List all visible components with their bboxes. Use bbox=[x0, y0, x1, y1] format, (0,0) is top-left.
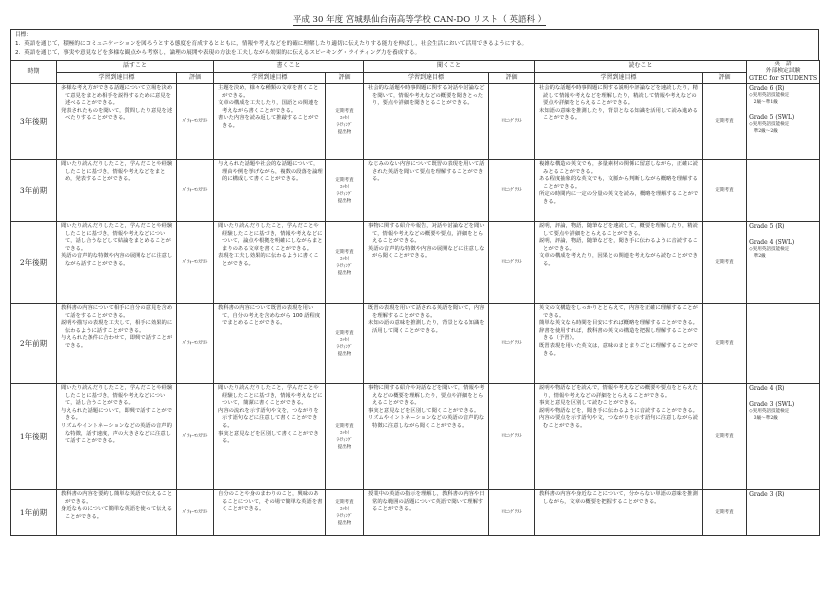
write-goal bbox=[214, 160, 326, 222]
read-item: 辞書を使用すれば，教科書の英文の構造を把握し理解することができる（予習）。 bbox=[539, 327, 698, 342]
term: 3年後期 bbox=[11, 84, 57, 160]
read-item: 事実と意見を区別して読むことができる。 bbox=[539, 400, 640, 407]
exam-note: ◇実用英語技能検定 2級～準1級 bbox=[749, 93, 790, 105]
read-item: 説明，評論，物語，随筆などを，聞き手に伝わるように音読することができる。 bbox=[539, 238, 698, 252]
write-item: 事実と意見などを区別して書くことができる。 bbox=[218, 430, 319, 445]
goals-label: 目標： bbox=[15, 32, 32, 38]
speak-item: 多様な考え方ができる話題について立場を決めて意見をまとめ相手を説得するために意見を述べることができる。 bbox=[61, 85, 173, 107]
read-item: 所定の時間内に一定の分量の英文を読み，概略を理解することができる。 bbox=[539, 191, 699, 205]
table-row bbox=[11, 304, 820, 384]
speak-eval: ﾊﾟﾌｫｰﾏﾝｽﾃｽﾄ bbox=[177, 384, 214, 490]
header-eval: 評価 bbox=[489, 72, 535, 84]
read-eval: 定期考査 bbox=[703, 222, 747, 304]
cando-table bbox=[10, 60, 820, 536]
header-eval: 評価 bbox=[177, 72, 214, 84]
table-row bbox=[11, 490, 820, 536]
read-goal bbox=[535, 490, 703, 536]
speak-item: 聞いたり読んだりしたこと，学んだことや経験したことに基づき，情報や考えなどについて，話し合うなどして結論をまとめることができる。 bbox=[61, 223, 173, 252]
write-item: 表現を工夫し効果的に伝わるように書くことができる。 bbox=[218, 253, 319, 267]
header-listen: 聞くこと bbox=[364, 61, 535, 73]
write-goal bbox=[214, 84, 326, 160]
header-goal: 学習到達目標 bbox=[57, 72, 177, 84]
listen-item: 未知の語の意味を推測したり，背景となる知識を活用して聞くことができる。 bbox=[368, 320, 485, 334]
speak-item: 与えられた話題について，即興で話すことができる。 bbox=[61, 407, 173, 422]
header-read: 読むこと bbox=[535, 61, 747, 73]
title-text: 平成 30 年度 宮城県仙台南高等学校 CAN-DO リスト（ 英語科 ） bbox=[292, 15, 547, 25]
table-row bbox=[11, 384, 820, 490]
exam-note: ◇実用英語技能検定 準2級 bbox=[749, 247, 790, 259]
header-exam bbox=[747, 61, 820, 84]
listen-goal bbox=[364, 490, 489, 536]
term: 2年前期 bbox=[11, 304, 57, 384]
gtec-grade: Grade 4 (SWL) bbox=[749, 239, 795, 246]
listen-goal bbox=[364, 160, 489, 222]
listen-eval: ﾘｽﾆﾝｸﾞﾃｽﾄ bbox=[489, 84, 535, 160]
read-item: 説明や物語などを読んで，情報や考えなどの概要や要点をとらえたり，情報や考えなどの詳細をとらえることができる。 bbox=[539, 385, 698, 399]
read-item: 内容の要点を示す語句や文，つながりを示す語句に注意しながら読むことができる。 bbox=[539, 415, 698, 429]
read-eval: 定期考査 bbox=[703, 384, 747, 490]
speak-item: 与えられた条件に合わせて，即興で話すことができる。 bbox=[61, 335, 173, 349]
read-item: 説明，評論，物語，随筆などを速読して，概要を理解したり，精読して要点や詳細をとらえることができる。 bbox=[539, 223, 698, 237]
listen-goal bbox=[364, 222, 489, 304]
header-write: 書くこと bbox=[214, 61, 364, 73]
write-eval: 定期考査 ｴｯｾｲ ﾗｲﾃｨﾝｸﾞ 提出物 bbox=[326, 304, 364, 384]
term: 3年前期 bbox=[11, 160, 57, 222]
speak-item: 教科書の内容について相手に自分の意見を含めて話をすることができる。 bbox=[61, 305, 173, 319]
term: 1年前期 bbox=[11, 490, 57, 536]
listen-item: 事物に関する紹介や対話などを聞いて，情報や考えなどの概要を理解したり，要点や詳細をとらえることができる。 bbox=[368, 385, 485, 407]
read-goal bbox=[535, 222, 703, 304]
listen-item: なじみのない内容について既習の表現を用いて話された英語を聞いて要点を理解することができる。 bbox=[368, 161, 485, 183]
write-goal bbox=[214, 222, 326, 304]
read-goal bbox=[535, 160, 703, 222]
table-row bbox=[11, 160, 820, 222]
goals-box bbox=[10, 29, 819, 60]
gtec-grade: Grade 3 (SWL) bbox=[749, 401, 795, 408]
gtec-cell bbox=[747, 490, 820, 536]
write-eval: 定期考査 ｴｯｾｲ ﾗｲﾃｨﾝｸﾞ 提出物 bbox=[326, 84, 364, 160]
header-goal: 学習到達目標 bbox=[364, 72, 489, 84]
gtec-cell bbox=[747, 84, 820, 160]
write-item: 聞いたり読んだりしたこと，学んだことや経験したことに基づき，情報や考えなどについて，論点や根拠を明確にしながらまとまりのある文章を書くことができる。 bbox=[218, 223, 323, 252]
write-goal bbox=[214, 490, 326, 536]
speak-goal bbox=[57, 160, 177, 222]
table-row bbox=[11, 222, 820, 304]
speak-eval: ﾊﾟﾌｫｰﾏﾝｽﾃｽﾄ bbox=[177, 84, 214, 160]
listen-item: リズムやイントネーションなどの英語の音声的な特徴に注意しながら聞くことができる。 bbox=[368, 415, 485, 429]
table-row bbox=[11, 84, 820, 160]
write-item: 内容の流れを示す語句や文を，つながりを示す語句などに注意して書くことができる。 bbox=[218, 407, 319, 429]
gtec-grade: Grade 6 (R) bbox=[749, 85, 785, 92]
listen-goal bbox=[364, 84, 489, 160]
write-item: 主題を決め，様々な種類の文章を書くことができる。 bbox=[218, 85, 319, 99]
gtec-cell bbox=[747, 304, 820, 384]
listen-goal bbox=[364, 384, 489, 490]
read-eval: 定期考査 bbox=[703, 84, 747, 160]
read-item: 未知語の意味を推測したり，背景となる知識を活用して読み進めることができる。 bbox=[539, 107, 698, 122]
write-item: 教科書の内容について既習の表現を用いて，自分の考えを含めながら 100 語程度でまとめることができる。 bbox=[218, 305, 321, 327]
term: 2年後期 bbox=[11, 222, 57, 304]
gtec-cell bbox=[747, 384, 820, 490]
write-eval: 定期考査 ｴｯｾｲ ﾗｲﾃｨﾝｸﾞ 提出物 bbox=[326, 160, 364, 222]
read-eval: 定期考査 bbox=[703, 304, 747, 384]
read-item: 社会的な話題や時事問題に関する説明や評論などを速読したり，精読して情報や考えなどを理解したり，精読して情報や考えなどの要点や詳細をとらえることができる。 bbox=[539, 85, 698, 107]
read-item: 教科書の内容や身近なことについて，分からない単語の意味を推測しながら，文章の概要を把握することができる。 bbox=[539, 491, 698, 505]
write-eval: 定期考査 ｴｯｾｲ ﾗｲﾃｨﾝｸﾞ 提出物 bbox=[326, 384, 364, 490]
header-exam-text: 英 語 外部検定試験 bbox=[765, 61, 801, 74]
exam-note: ◇実用英語技能検定 3級～準2級 bbox=[749, 409, 790, 421]
header-gtec: GTEC for STUDENTS bbox=[749, 75, 818, 82]
speak-item: 説明や描写の表現を工夫して，相手に効果的に伝わるように話すことができる。 bbox=[61, 320, 173, 334]
listen-eval: ﾘｽﾆﾝｸﾞﾃｽﾄ bbox=[489, 490, 535, 536]
header-speak: 話すこと bbox=[57, 61, 214, 73]
speak-goal bbox=[57, 84, 177, 160]
goal-line-1: 1．英語を通じて，積極的にコミュニケーションを図ろうとする態度を育成するとともに，情報や考えなどを的確に理解したり適切に伝えたりする能力を伸ばし，社会生活において活用できるようにする。 bbox=[15, 41, 528, 47]
exam-note: ◇実用英語技能検定 準2級～2級 bbox=[749, 122, 790, 134]
gtec-grade: Grade 5 (R) bbox=[749, 223, 785, 230]
speak-goal bbox=[57, 222, 177, 304]
read-item: 説明や物語などを，聞き手に伝わるように音読することができる。 bbox=[539, 407, 698, 414]
listen-item: 社会的な話題や時事問題に関する対話や討論などを聞いて，情報や考えなどの概要を聞きとったり，要点や詳細を聞きとることができる。 bbox=[368, 85, 485, 107]
write-goal bbox=[214, 304, 326, 384]
table-body bbox=[11, 84, 820, 536]
read-item: 複雑な構造の英文でも，多量素材の関係に留意しながら，正確に読みとることができる。 bbox=[539, 161, 698, 175]
write-item: 自分のことや身のまわりのこと，興味のあることについて，その場で簡単な英語を書くことができる。 bbox=[218, 491, 323, 513]
header-period: 時期 bbox=[11, 61, 57, 84]
gtec-cell bbox=[747, 222, 820, 304]
read-item: ある程度抽象的な英文でも，文脈から判断しながら概略を理解することができる。 bbox=[539, 176, 698, 190]
header-eval: 評価 bbox=[703, 72, 747, 84]
read-goal bbox=[535, 304, 703, 384]
gtec-grade: Grade 3 (R) bbox=[749, 491, 785, 498]
write-eval: 定期考査 ｴｯｾｲ ﾗｲﾃｨﾝｸﾞ 提出物 bbox=[326, 222, 364, 304]
speak-goal bbox=[57, 304, 177, 384]
listen-goal bbox=[364, 304, 489, 384]
write-item: 与えられた話題や社会的な話題について，理由や例を挙げながら，複数の段落を論理的に構成して書くことができる。 bbox=[218, 161, 323, 183]
header-goal: 学習到達目標 bbox=[214, 72, 326, 84]
goal-line-2: 2．英語を通じて，事実や意見などを多様な観点から考察し，論理の展開や表現の方法を工夫しながら効果的に伝えるスピーキング・ライティング力を養成する。 bbox=[15, 50, 421, 56]
read-item: 簡単な英文なら時間を目安にすれば概略を理解することができる。 bbox=[539, 320, 698, 327]
speak-item: 聞いたり読んだりしたこと，学んだことや経験したことに基づき，情報や考えなどについて，話し合うことができる。 bbox=[61, 385, 173, 407]
write-eval: 定期考査 ｴｯｾｲ ﾗｲﾃｨﾝｸﾞ 提出物 bbox=[326, 490, 364, 536]
speak-item: 身近なものについて簡単な英語を使って伝えることができる。 bbox=[61, 506, 173, 520]
write-item: 書いた内容を読み返して推敲することができる。 bbox=[218, 115, 319, 129]
speak-goal bbox=[57, 490, 177, 536]
write-item: 文章の構成を工夫したり，国語との関連を考えながら書くことができる。 bbox=[218, 100, 319, 114]
listen-eval: ﾘｽﾆﾝｸﾞﾃｽﾄ bbox=[489, 222, 535, 304]
listen-eval: ﾘｽﾆﾝｸﾞﾃｽﾄ bbox=[489, 384, 535, 490]
write-goal bbox=[214, 384, 326, 490]
speak-eval: ﾊﾟﾌｫｰﾏﾝｽﾃｽﾄ bbox=[177, 160, 214, 222]
gtec-cell bbox=[747, 160, 820, 222]
speak-eval: ﾊﾟﾌｫｰﾏﾝｽﾃｽﾄ bbox=[177, 304, 214, 384]
read-item: 文章の構成を考えたり，因果との関連を考えながら読むことができる。 bbox=[539, 253, 698, 267]
speak-item: 聞いたり読んだりしたこと，学んだことや経験したことに基づき，情報や考えなどをまとめ，発表することができる。 bbox=[61, 161, 173, 183]
read-goal bbox=[535, 384, 703, 490]
listen-item: 事実と意見などを区別して聞くことができる。 bbox=[368, 407, 480, 414]
read-eval: 定期考査 bbox=[703, 490, 747, 536]
write-item: 聞いたり読んだりしたこと，学んだことや経験したことに基づき，情報や考えなどについて，簡潔に書くことができる。 bbox=[218, 385, 323, 407]
listen-eval: ﾘｽﾆﾝｸﾞﾃｽﾄ bbox=[489, 304, 535, 384]
read-item: 英文の文構造をしっかりととらえて，内容を正確に理解することができる。 bbox=[539, 305, 698, 319]
term: 1年後期 bbox=[11, 384, 57, 490]
listen-item: 英語の音声的な特徴や内容の展開などに注意しながら聞くことができる。 bbox=[368, 245, 485, 260]
gtec-grade: Grade 5 (SWL) bbox=[749, 114, 795, 121]
page-title bbox=[0, 13, 839, 25]
listen-eval: ﾘｽﾆﾝｸﾞﾃｽﾄ bbox=[489, 160, 535, 222]
speak-eval: ﾊﾟﾌｫｰﾏﾝｽﾃｽﾄ bbox=[177, 222, 214, 304]
speak-goal bbox=[57, 384, 177, 490]
listen-item: 既習の表現を用いて話される英語を聞いて，内容を理解することができる。 bbox=[368, 305, 485, 319]
speak-eval: ﾊﾟﾌｫｰﾏﾝｽﾃｽﾄ bbox=[177, 490, 214, 536]
speak-item: 英語の音声的な特徴や内容の展開などに注意しながら話すことができる。 bbox=[61, 253, 173, 267]
read-item: 既習表現を用いた英文は，意味のまとまりごとに理解することができる。 bbox=[539, 342, 698, 357]
speak-item: リズムやイントネーションなどの英語の音声的な特徴，話す速度，声の大きさなどに注意して話すことができる。 bbox=[61, 422, 172, 445]
header-eval: 評価 bbox=[326, 72, 364, 84]
header-goal: 学習到達目標 bbox=[535, 72, 703, 84]
listen-item: 授業中の英語の指示を理解し，教科書の内容や日常的な範囲の話題について英語で聞いて理解することができる。 bbox=[368, 491, 485, 513]
gtec-grade: Grade 4 (R) bbox=[749, 385, 785, 392]
read-goal bbox=[535, 84, 703, 160]
read-eval: 定期考査 bbox=[703, 160, 747, 222]
speak-item: 発表されたものを聞いて，質問したり意見を述べたりすることができる。 bbox=[61, 107, 173, 122]
speak-item: 教科書の内容を要約し簡単な英語で伝えることができる。 bbox=[61, 491, 173, 505]
listen-item: 事物に関する紹介や報告，対話や討論などを聞いて，情報や考えなどの概要や要点，詳細をとらえることができる。 bbox=[368, 223, 485, 245]
